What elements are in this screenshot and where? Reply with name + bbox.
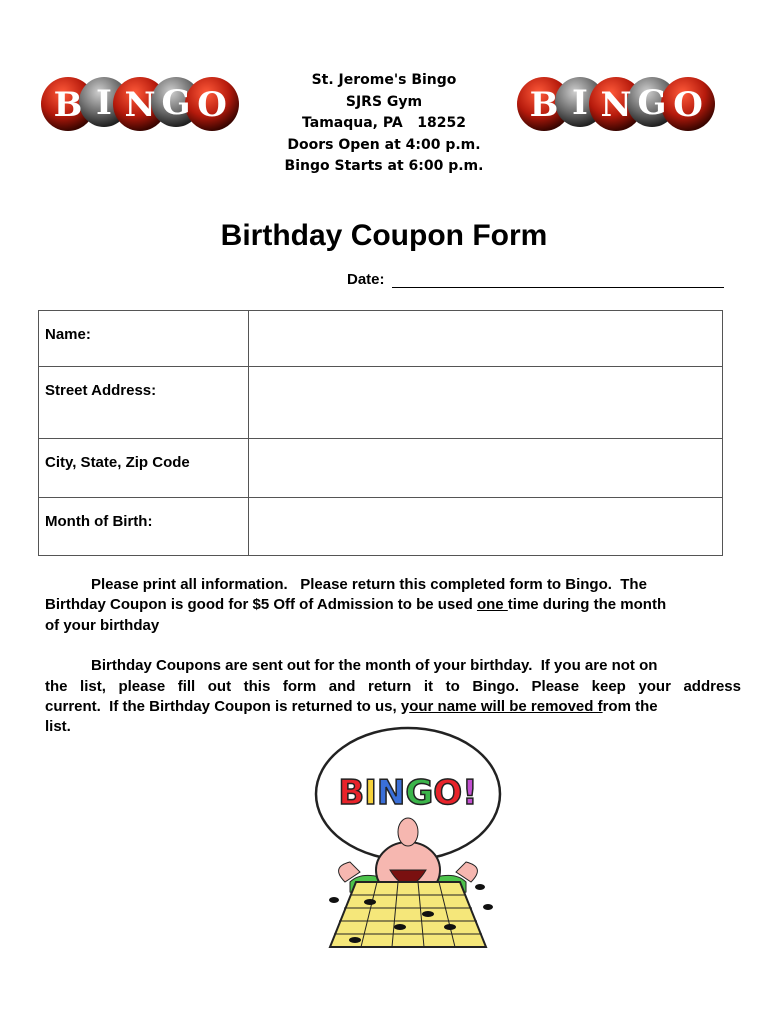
- bingo-logo-left: [38, 74, 242, 134]
- svg-text:G: G: [161, 83, 191, 123]
- event-info: [230, 70, 538, 178]
- bingo-winner-clipart: [310, 722, 506, 952]
- para1-underlined-one: one: [476, 596, 508, 613]
- coupon-form-table: [38, 310, 723, 556]
- svg-text:O: O: [197, 85, 227, 125]
- month-of-birth-label: Month of Birth:: [39, 498, 249, 556]
- para2-line2: the list, please fill out this form and return it to Bingo. Please keep your address: [45, 678, 741, 695]
- month-of-birth-field[interactable]: [249, 498, 723, 556]
- para1-line2: [45, 596, 666, 614]
- svg-text:N: N: [124, 85, 156, 125]
- svg-text:G: G: [637, 83, 667, 123]
- svg-text:I: I: [572, 83, 588, 123]
- page-title: Birthday Coupon Form: [220, 219, 548, 252]
- clipart-bingo-text: BINGO!: [338, 773, 478, 813]
- event-name: St. Jerome's Bingo: [311, 72, 457, 88]
- svg-text:I: I: [96, 83, 112, 123]
- event-venue: SJRS Gym: [345, 93, 423, 110]
- city-state-zip-field[interactable]: [249, 439, 723, 498]
- doors-open-time: Doors Open at 4:00 p.m.: [287, 136, 481, 153]
- para2-line3-pre: current. If the Birthday Coupon is returned to us, y: [45, 698, 410, 715]
- para2-line3: [45, 698, 658, 716]
- svg-text:N: N: [600, 85, 632, 125]
- para1-line1: Please print all information. Please return this completed form to Bingo. The: [91, 576, 647, 593]
- city-state-zip-label: City, State, Zip Code: [39, 439, 249, 498]
- svg-text:B: B: [529, 85, 559, 125]
- para1-line3: of your birthday: [45, 617, 160, 634]
- date-label: Date:: [347, 271, 385, 288]
- bingo-start-time: Bingo Starts at 6:00 p.m.: [284, 158, 484, 174]
- date-field[interactable]: [392, 287, 724, 288]
- svg-text:B: B: [53, 85, 83, 125]
- para2-underlined-text: our name will be removed f: [409, 698, 603, 715]
- para2-line4: list.: [45, 718, 71, 735]
- name-label: Name:: [39, 311, 249, 367]
- para1-line2-pre: Birthday Coupon is good for $5 Off of Admission to be used: [45, 596, 477, 613]
- event-location: Tamaqua, PA 18252: [302, 115, 466, 131]
- para2-line3-post: rom the: [602, 698, 658, 715]
- name-field[interactable]: [249, 311, 723, 367]
- para2-line1: Birthday Coupons are sent out for the month of your birthday. If you are not on: [91, 657, 658, 674]
- bingo-logo-right: [514, 74, 718, 134]
- para1-line2-post: time during the month: [507, 596, 667, 613]
- svg-text:O: O: [673, 85, 703, 125]
- street-address-field[interactable]: [249, 367, 723, 439]
- street-address-label: Street Address:: [39, 367, 249, 439]
